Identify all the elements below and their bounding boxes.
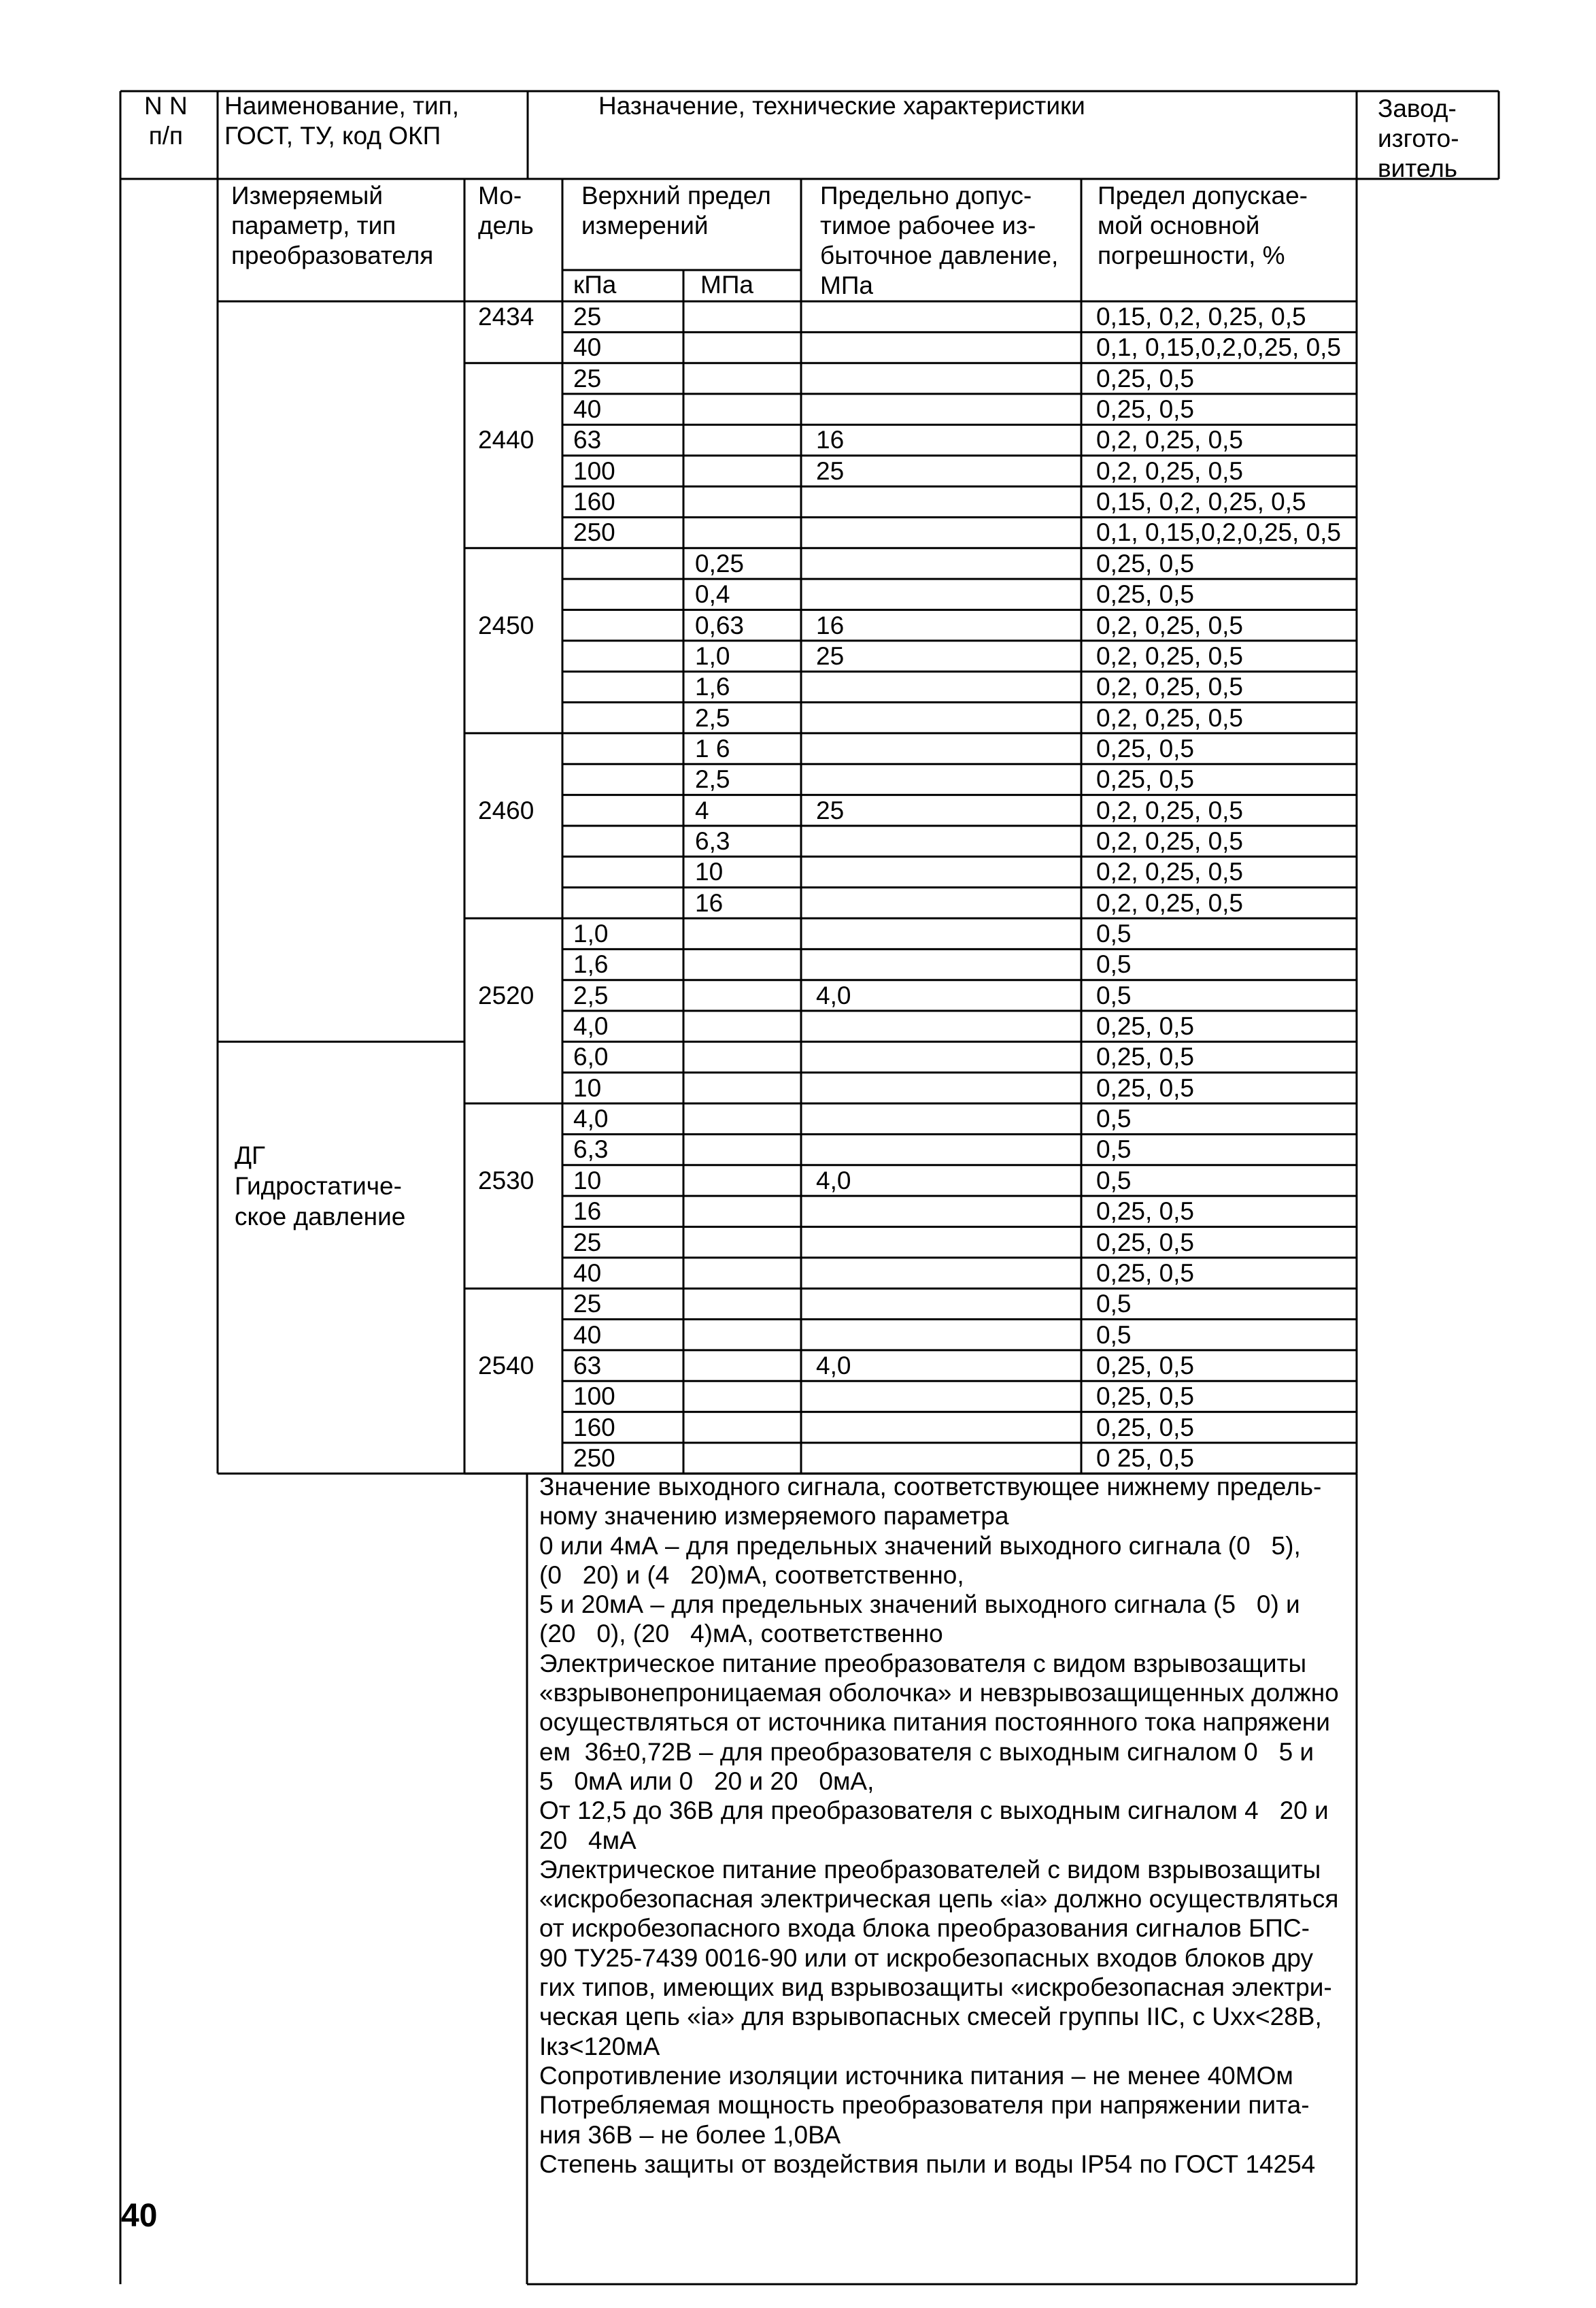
cell-kpa: 160 (573, 488, 615, 516)
model-number: 2434 (478, 303, 534, 331)
cell-kpa: 40 (573, 1258, 602, 1287)
cell-kpa: 250 (573, 1443, 615, 1472)
cell-err: 0,2, 0,25, 0,5 (1096, 641, 1244, 670)
cell-over: 25 (816, 641, 845, 670)
cell-err: 0,25, 0,5 (1096, 1228, 1195, 1256)
cell-mpa: 1,0 (695, 641, 730, 670)
cell-mpa: 16 (695, 888, 724, 917)
note-line: (20 0), (20 4)мА, соответственно (539, 1620, 943, 1648)
note-line: Степень защиты от воздействия пыли и воды IP54 по ГОСТ 14254 (539, 2150, 1316, 2178)
note-line: «искробезопасная электрическая цепь «ia» должно осуществляться (539, 1885, 1339, 1913)
cell-over: 16 (816, 611, 845, 639)
cell-mpa: 2,5 (695, 765, 730, 794)
cell-kpa: 10 (573, 1166, 602, 1194)
cell-err: 0,25, 0,5 (1096, 1073, 1195, 1102)
note-line: ческая цепь «ia» для взрывопасных смесей группы IIС, с Uхх<28В, (539, 2003, 1322, 2031)
cell-over: 4,0 (816, 981, 851, 1009)
cell-kpa: 16 (573, 1197, 602, 1226)
cell-kpa: 25 (573, 1290, 602, 1318)
header-col-purpose: Назначение, технические характеристики (598, 92, 1085, 120)
note-line: 5 и 20мА – для предельных значений выходного сигнала (5 0) и (539, 1590, 1300, 1619)
note-line: Электрическое питание преобразователей с видом взрывозащиты (539, 1855, 1321, 1884)
cell-kpa: 6,3 (573, 1135, 609, 1164)
cell-kpa: 40 (573, 333, 602, 362)
cell-err: 0,2, 0,25, 0,5 (1096, 703, 1244, 732)
cell-err: 0,2, 0,25, 0,5 (1096, 888, 1244, 917)
cell-err: 0,5 (1096, 950, 1132, 979)
cell-mpa: 1,6 (695, 673, 730, 701)
cell-err: 0,5 (1096, 1320, 1132, 1349)
cell-err: 0,2, 0,25, 0,5 (1096, 858, 1244, 886)
cell-kpa: 25 (573, 1228, 602, 1256)
cell-err: 0,25, 0,5 (1096, 395, 1195, 424)
cell-mpa: 0,4 (695, 580, 730, 609)
note-line: Электрическое питание преобразователя с видом взрывозащиты (539, 1649, 1307, 1677)
note-line: Значение выходного сигнала, соответствующее нижнему предель- (539, 1473, 1322, 1501)
cell-kpa: 40 (573, 395, 602, 424)
cell-err: 0,1, 0,15,0,2,0,25, 0,5 (1096, 333, 1342, 362)
note-line: От 12,5 до 36В для преобразователя с выходным сигналом 4 20 и (539, 1796, 1329, 1825)
cell-kpa: 25 (573, 364, 602, 392)
note-line: ния 36В – не более 1,0ВА (539, 2120, 841, 2149)
cell-err: 0,25, 0,5 (1096, 1043, 1195, 1071)
model-number: 2540 (478, 1351, 534, 1379)
cell-err: 0 25, 0,5 (1096, 1443, 1195, 1472)
cell-over: 4,0 (816, 1351, 851, 1379)
cell-err: 0,25, 0,5 (1096, 734, 1195, 763)
note-line: ем 36±0,72В – для преобразователя с выходным сигналом 0 5 и (539, 1737, 1314, 1766)
header-col-name: Наименование, тип, ГОСТ, ТУ, код ОКП (224, 92, 459, 150)
subheader-overload: Предельно допус- тимое рабочее из- быточное давление, МПа (820, 182, 1059, 299)
cell-kpa: 4,0 (573, 1012, 609, 1041)
notes-block (539, 1472, 1355, 2179)
cell-err: 0,25, 0,5 (1096, 364, 1195, 392)
cell-err: 0,2, 0,25, 0,5 (1096, 796, 1244, 824)
header-col-nn: N N п/п (144, 92, 188, 150)
cell-err: 0,5 (1096, 1105, 1132, 1133)
cell-err: 0,5 (1096, 1135, 1132, 1164)
model-number: 2530 (478, 1166, 534, 1194)
subheader-param: Измеряемый параметр, тип преобразователя (231, 182, 434, 269)
cell-err: 0,25, 0,5 (1096, 1413, 1195, 1441)
cell-kpa: 1,0 (573, 920, 609, 948)
subheader-mpa: МПа (700, 271, 753, 299)
cell-kpa: 250 (573, 518, 615, 547)
note-line: 5 0мА или 0 20 и 20 0мА, (539, 1767, 875, 1795)
note-line: ному значению измеряемого параметра (539, 1502, 1009, 1531)
cell-kpa: 63 (573, 426, 602, 454)
cell-err: 0,2, 0,25, 0,5 (1096, 673, 1244, 701)
subheader-model: Мо- дель (478, 182, 534, 239)
subheader-error: Предел допускае- мой основной погрешности, % (1098, 182, 1308, 269)
cell-mpa: 0,63 (695, 611, 745, 639)
cell-err: 0,25, 0,5 (1096, 1012, 1195, 1041)
cell-kpa: 160 (573, 1413, 615, 1441)
cell-err: 0,5 (1096, 1290, 1132, 1318)
cell-kpa: 63 (573, 1351, 602, 1379)
cell-err: 0,5 (1096, 981, 1132, 1009)
model-number: 2440 (478, 426, 534, 454)
cell-err: 0,25, 0,5 (1096, 1382, 1195, 1411)
cell-kpa: 2,5 (573, 981, 609, 1009)
cell-kpa: 6,0 (573, 1043, 609, 1071)
cell-kpa: 10 (573, 1073, 602, 1102)
cell-mpa: 10 (695, 858, 724, 886)
cell-kpa: 4,0 (573, 1105, 609, 1133)
cell-kpa: 25 (573, 303, 602, 331)
note-line: Потребляемая мощность преобразователя при напряжении пита- (539, 2091, 1310, 2120)
cell-err: 0,2, 0,25, 0,5 (1096, 611, 1244, 639)
cell-mpa: 2,5 (695, 703, 730, 732)
cell-over: 4,0 (816, 1166, 851, 1194)
note-line: Сопротивление изоляции источника питания – не менее 40МОм (539, 2061, 1293, 2090)
note-line: 90 ТУ25-7439 0016-90 или от искробезопасных входов блоков дру (539, 1943, 1314, 1972)
model-number: 2520 (478, 981, 534, 1009)
cell-kpa: 100 (573, 1382, 615, 1411)
note-line: осуществляться от источника питания постоянного тока напряжени (539, 1708, 1330, 1737)
cell-err: 0,25, 0,5 (1096, 765, 1195, 794)
note-line: гих типов, имеющих вид взрывозащиты «искробезопасная электри- (539, 1973, 1332, 2002)
cell-mpa: 4 (695, 796, 709, 824)
cell-err: 0,2, 0,25, 0,5 (1096, 826, 1244, 855)
model-number: 2450 (478, 611, 534, 639)
cell-mpa: 0,25 (695, 549, 745, 578)
cell-err: 0,25, 0,5 (1096, 549, 1195, 578)
model-number: 2460 (478, 796, 534, 824)
cell-err: 0,15, 0,2, 0,25, 0,5 (1096, 488, 1306, 516)
cell-mpa: 6,3 (695, 826, 730, 855)
cell-err: 0,5 (1096, 1166, 1132, 1194)
note-line: 0 или 4мА – для предельных значений выходного сигнала (0 5), (539, 1531, 1301, 1560)
cell-err: 0,25, 0,5 (1096, 1197, 1195, 1226)
cell-err: 0,2, 0,25, 0,5 (1096, 456, 1244, 485)
header-col-maker: Завод- изгото- витель (1378, 95, 1459, 182)
cell-err: 0,25, 0,5 (1096, 580, 1195, 609)
cell-over: 25 (816, 456, 845, 485)
cell-err: 0,2, 0,25, 0,5 (1096, 426, 1244, 454)
cell-err: 0,1, 0,15,0,2,0,25, 0,5 (1096, 518, 1342, 547)
note-line: Iкз<120мА (539, 2032, 660, 2060)
subheader-upper-limit: Верхний предел измерений (581, 182, 771, 239)
cell-err: 0,15, 0,2, 0,25, 0,5 (1096, 303, 1306, 331)
cell-over: 16 (816, 426, 845, 454)
cell-over: 25 (816, 796, 845, 824)
note-line: от искробезопасного входа блока преобразования сигналов БПС- (539, 1914, 1310, 1943)
page-number: 40 (121, 2198, 158, 2234)
note-line: (0 20) и (4 20)мА, соответственно, (539, 1560, 964, 1589)
cell-err: 0,25, 0,5 (1096, 1351, 1195, 1379)
note-line: 20 4мА (539, 1826, 636, 1854)
cell-err: 0,25, 0,5 (1096, 1258, 1195, 1287)
cell-mpa: 1 6 (695, 734, 730, 763)
cell-kpa: 40 (573, 1320, 602, 1349)
subheader-kpa: кПа (573, 271, 617, 299)
param-label: ДГ Гидростатиче- ское давление (235, 1141, 406, 1231)
note-line: «взрывонепроницаемая оболочка» и невзрывозащищенных должно (539, 1679, 1339, 1707)
cell-kpa: 1,6 (573, 950, 609, 979)
cell-kpa: 100 (573, 456, 615, 485)
cell-err: 0,5 (1096, 920, 1132, 948)
